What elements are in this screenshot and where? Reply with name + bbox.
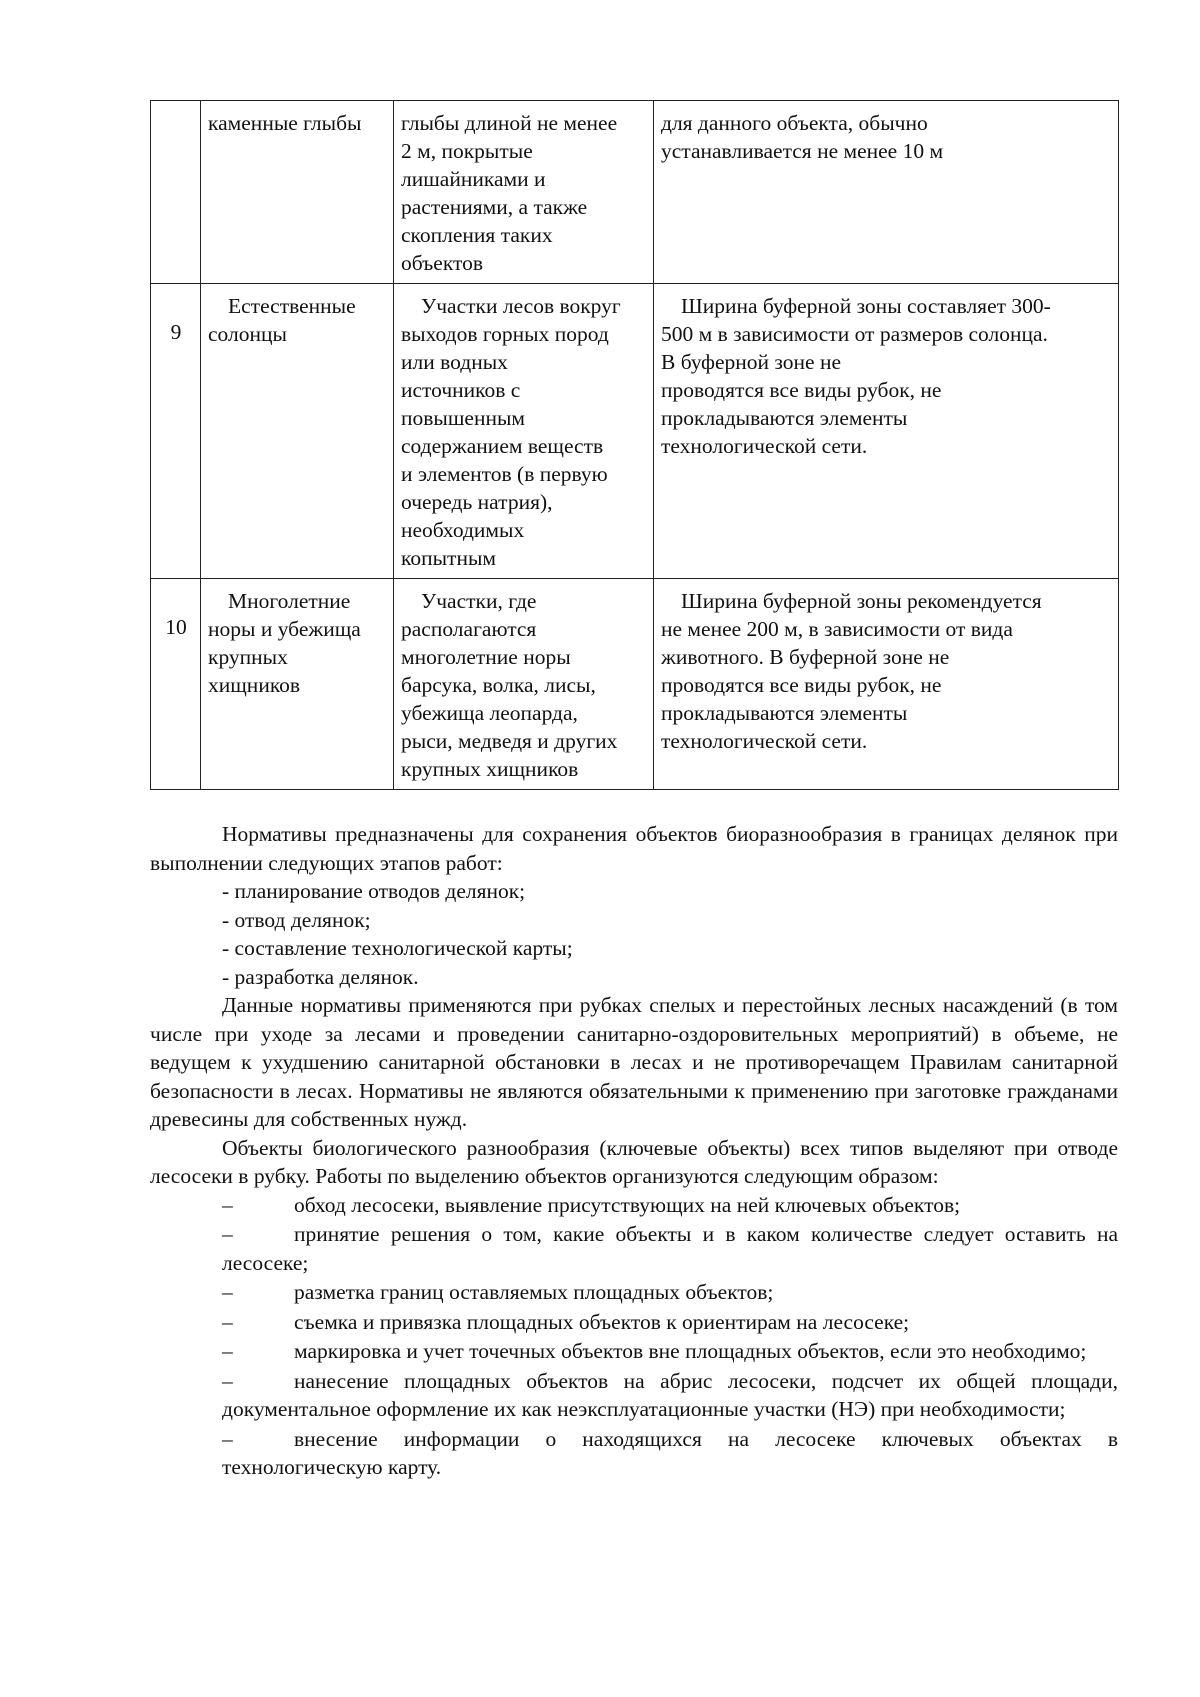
cell-text: источников с [401, 378, 521, 402]
cell-text: очередь натрия), [401, 490, 553, 514]
cell-text: Участки лесов вокруг [421, 294, 621, 318]
step-item [150, 1308, 1118, 1337]
cell-text: убежища леопарда, [401, 701, 578, 725]
cell-text: солонцы [208, 322, 287, 346]
step-text: съемка и привязка площадных объектов к ориентирам на лесосеке; [294, 1309, 910, 1334]
step-text: обход лесосеки, выявление присутствующих на ней ключевых объектов; [294, 1192, 961, 1217]
dash-marker: – [222, 1192, 233, 1217]
cell-text: для данного объекта, обычно [661, 111, 928, 135]
table-body [151, 101, 1119, 790]
cell-text: повышенным [401, 406, 526, 430]
organization-paragraph: Объекты биологического разнообразия (ключевые объекты) всех типов выделяют при отводе лесосеки в рубку. Работы по выделению объектов организуются следующим образом: [150, 1135, 1118, 1188]
cell-text: Многолетние [228, 589, 351, 613]
table-row [151, 579, 1119, 790]
object-description [394, 101, 654, 284]
steps-list [150, 1191, 1118, 1482]
stages-list [150, 877, 1118, 991]
intro-paragraph: Нормативы предназначены для сохранения объектов биоразнообразия в границах делянок при выполнении следующих этапов работ: [150, 822, 1118, 875]
cell-text: Ширина буферной зоны составляет 300- [681, 294, 1051, 318]
cell-text: крупных [208, 645, 288, 669]
stage-item: - планирование отводов делянок; [222, 879, 526, 903]
stage-item: - составление технологической карты; [222, 936, 573, 960]
buffer-zone [654, 101, 1119, 284]
cell-text: или водных [401, 350, 508, 374]
cell-text: Естественные [228, 294, 356, 318]
object-name [201, 284, 394, 579]
step-item [150, 1367, 1118, 1424]
object-description [394, 579, 654, 790]
cell-text: скопления таких [401, 223, 553, 247]
cell-text: технологической сети. [661, 729, 868, 753]
cell-text: проводятся все виды рубок, не [661, 378, 942, 402]
cell-text: хищников [208, 673, 301, 697]
dash-marker: – [222, 1339, 233, 1363]
dash-marker: – [222, 1368, 233, 1393]
step-text: маркировка и учет точечных объектов вне площадных объектов, если это необходимо; [294, 1339, 1087, 1363]
cell-text: не менее 200 м, в зависимости от вида [661, 617, 1013, 641]
cell-text: необходимых [401, 518, 525, 542]
row-number [151, 101, 201, 284]
step-item [150, 1191, 1118, 1220]
dash-marker: – [222, 1309, 233, 1334]
dash-marker: – [222, 1222, 233, 1246]
dash-marker: – [222, 1426, 233, 1451]
dash-marker: – [222, 1280, 233, 1304]
step-text: разметка границ оставляемых площадных объектов; [294, 1280, 774, 1304]
row-number [151, 284, 201, 579]
object-description [394, 284, 654, 579]
cell-text: крупных хищников [401, 757, 579, 781]
cell-text: норы и убежища [208, 617, 361, 641]
cell-text: растениями, а также [401, 195, 588, 219]
cell-text: животного. В буферной зоне не [661, 645, 950, 669]
cell-text: содержанием веществ [401, 434, 604, 458]
cell-text: каменные глыбы [208, 111, 362, 135]
cell-text: объектов [401, 251, 483, 275]
cell-text: 9 [170, 320, 182, 344]
object-name [201, 101, 394, 284]
row-number [151, 579, 201, 790]
body-text [150, 820, 1118, 1482]
cell-text: рыси, медведя и других [401, 729, 618, 753]
stage-item: - разработка делянок. [222, 964, 419, 989]
object-name [201, 579, 394, 790]
stage-item: - отвод делянок; [222, 907, 371, 932]
step-item [150, 1337, 1118, 1366]
cell-text: 2 м, покрытые [401, 139, 533, 163]
cell-text: В буферной зоне не [661, 350, 841, 374]
step-item [150, 1278, 1118, 1307]
document-page [150, 100, 1118, 1483]
cell-text: и элементов (в первую [401, 462, 608, 486]
cell-text: устанавливается не менее 10 м [661, 139, 944, 163]
cell-text: лишайниками и [401, 167, 546, 191]
buffer-zone [654, 579, 1119, 790]
application-paragraph: Данные нормативы применяются при рубках спелых и перестойных лесных насаждений (в том числе при уходе за лесами и проведении санитарно-оздоровительных мероприятий) в объеме, не ведущем к ухудшению санитарной обстановки в лесах и не противоречащем Правилам санитарной безопасности в лесах. Нормативы не являются обязательными к применению при заготовке гражданами древесины для собственных нужд. [150, 993, 1118, 1131]
buffer-zone [654, 284, 1119, 579]
step-item [150, 1425, 1118, 1482]
cell-text: барсука, волка, лисы, [401, 673, 596, 697]
cell-text: технологической сети. [661, 434, 868, 458]
step-text: нанесение площадных объектов на абрис лесосеки, подсчет их общей площади, документальное оформление их как неэксплуатационные участки (НЭ) при необходимости; [222, 1368, 1118, 1421]
table-row [151, 284, 1119, 579]
cell-text: копытным [401, 546, 497, 570]
table-row [151, 101, 1119, 284]
step-text: внесение информации о находящихся на лесосеке ключевых объектах в технологическую карту. [222, 1426, 1118, 1479]
cell-text: 500 м в зависимости от размеров солонца. [661, 322, 1048, 346]
cell-text: располагаются [401, 617, 537, 641]
cell-text: Ширина буферной зоны рекомендуется [681, 589, 1042, 613]
cell-text: прокладываются элементы [661, 406, 908, 430]
cell-text: глыбы длиной не менее [401, 111, 618, 135]
step-text: принятие решения о том, какие объекты и в каком количестве следует оставить на лесосеке; [222, 1222, 1118, 1275]
biodiversity-table [150, 100, 1119, 790]
cell-text: 10 [165, 615, 187, 639]
step-item [150, 1220, 1118, 1277]
cell-text: проводятся все виды рубок, не [661, 673, 942, 697]
cell-text: Участки, где [421, 589, 537, 613]
cell-text: выходов горных пород [401, 322, 609, 346]
cell-text: многолетние норы [401, 645, 571, 669]
cell-text: прокладываются элементы [661, 701, 908, 725]
